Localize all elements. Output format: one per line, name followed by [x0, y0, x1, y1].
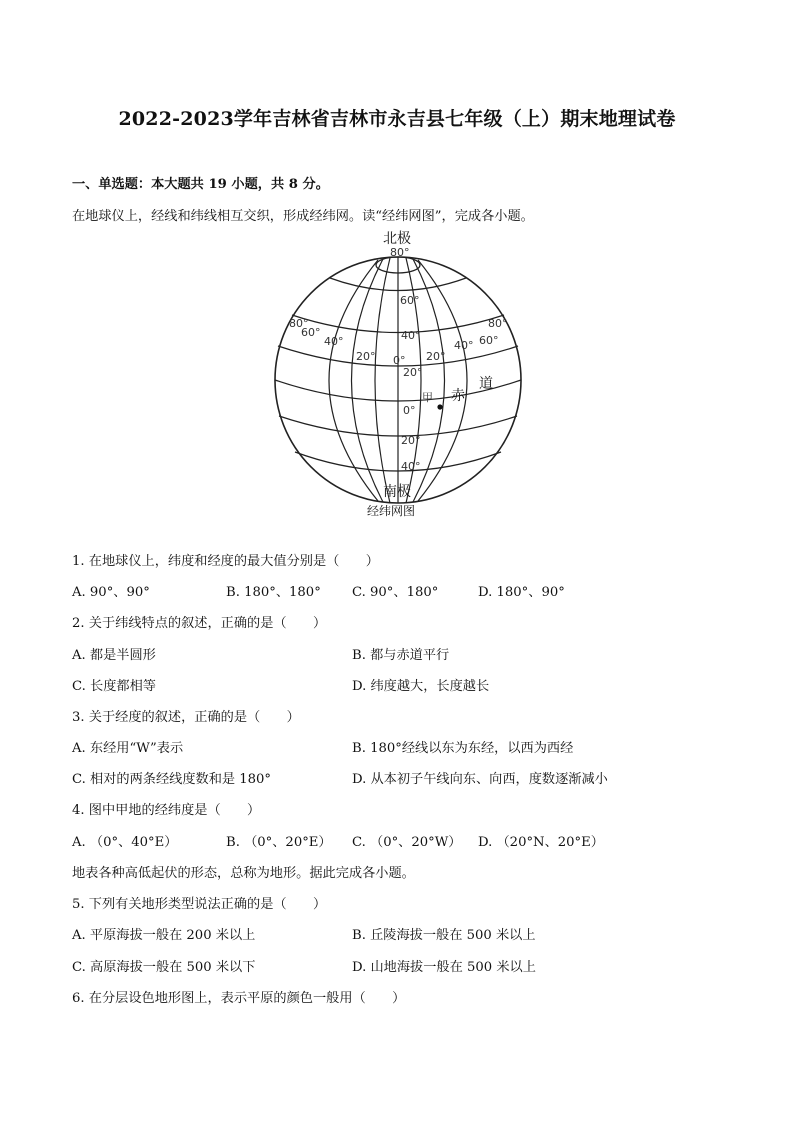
q1-option-d[interactable]: D. 180°、90° — [478, 585, 565, 600]
latitude-longitude-figure — [270, 228, 526, 520]
q2-option-c[interactable]: C. 长度都相等 — [72, 679, 156, 694]
q5-option-b[interactable]: B. 丘陵海拔一般在 500 米以上 — [352, 928, 536, 943]
q1-option-b[interactable]: B. 180°、180° — [226, 585, 321, 600]
lon-label: 20° — [426, 350, 446, 363]
lat-label: 40° — [401, 460, 421, 473]
page-title: 2022-2023学年吉林省吉林市永吉县七年级（上）期末地理试卷 — [118, 108, 676, 130]
intro-text-1: 在地球仪上，经线和纬线相互交织，形成经纬网。读“经纬网图”，完成各小题。 — [72, 209, 534, 224]
q4-option-b[interactable]: B. （0°、20°E） — [226, 835, 332, 850]
q5-option-c[interactable]: C. 高原海拔一般在 500 米以下 — [72, 960, 256, 975]
q4-option-c[interactable]: C. （0°、20°W） — [352, 835, 462, 850]
lon-label: 20° — [356, 350, 376, 363]
q4-option-d[interactable]: D. （20°N、20°E） — [478, 835, 604, 850]
q2-option-d[interactable]: D. 纬度越大，长度越长 — [352, 679, 490, 694]
question-4-stem: 4. 图中甲地的经纬度是（ ） — [72, 803, 261, 818]
globe-graphic — [270, 228, 526, 520]
lat-label: 20° — [401, 434, 421, 447]
lat-label: 0° — [403, 404, 416, 417]
q1-option-c[interactable]: C. 90°、180° — [352, 585, 439, 600]
lat-label: 20° — [403, 366, 423, 379]
q2-option-a[interactable]: A. 都是半圆形 — [72, 648, 156, 663]
intro-text-2: 地表各种高低起伏的形态，总称为地形。据此完成各小题。 — [72, 866, 415, 881]
lon-label: 40° — [454, 339, 474, 352]
lat-label: 80° — [390, 246, 410, 259]
question-3-stem: 3. 关于经度的叙述，正确的是（ ） — [72, 710, 300, 725]
lon-label: 0° — [393, 354, 406, 367]
lon-label: 60° — [301, 326, 321, 339]
lon-label: 40° — [324, 335, 344, 348]
figure-caption: 经纬网图 — [367, 504, 416, 518]
q3-option-d[interactable]: D. 从本初子午线向东、向西，度数逐渐减小 — [352, 772, 608, 787]
section-heading: 一、单选题：本大题共 19 小题，共 8 分。 — [72, 177, 329, 192]
lon-label: 60° — [479, 334, 499, 347]
q1-option-a[interactable]: A. 90°、90° — [72, 585, 150, 600]
question-6-stem: 6. 在分层设色地形图上，表示平原的颜色一般用（ ） — [72, 991, 406, 1006]
equator-char-2: 道 — [479, 376, 493, 392]
question-1-stem: 1. 在地球仪上，纬度和经度的最大值分别是（ ） — [72, 554, 379, 569]
lon-label: 80° — [289, 317, 309, 330]
lat-label: 40° — [401, 329, 421, 342]
q3-option-c[interactable]: C. 相对的两条经线度数和是 180° — [72, 772, 272, 787]
q5-option-a[interactable]: A. 平原海拔一般在 200 米以上 — [72, 928, 256, 943]
q3-option-a[interactable]: A. 东经用“W”表示 — [72, 741, 184, 756]
question-2-stem: 2. 关于纬线特点的叙述，正确的是（ ） — [72, 616, 327, 631]
q5-option-d[interactable]: D. 山地海拔一般在 500 米以上 — [352, 960, 536, 975]
longitude-lines — [329, 257, 467, 503]
q2-option-b[interactable]: B. 都与赤道平行 — [352, 648, 450, 663]
point-jia-marker — [437, 404, 442, 409]
lon-label: 80° — [488, 317, 508, 330]
point-jia-label: 甲 — [422, 391, 433, 404]
south-pole-label: 南极 — [383, 484, 411, 500]
q4-option-a[interactable]: A. （0°、40°E） — [72, 835, 178, 850]
lat-label: 60° — [400, 294, 420, 307]
q3-option-b[interactable]: B. 180°经线以东为东经，以西为西经 — [352, 741, 574, 756]
north-pole-label: 北极 — [383, 231, 411, 247]
equator-char-1: 赤 — [451, 388, 465, 404]
question-5-stem: 5. 下列有关地形类型说法正确的是（ ） — [72, 897, 327, 912]
